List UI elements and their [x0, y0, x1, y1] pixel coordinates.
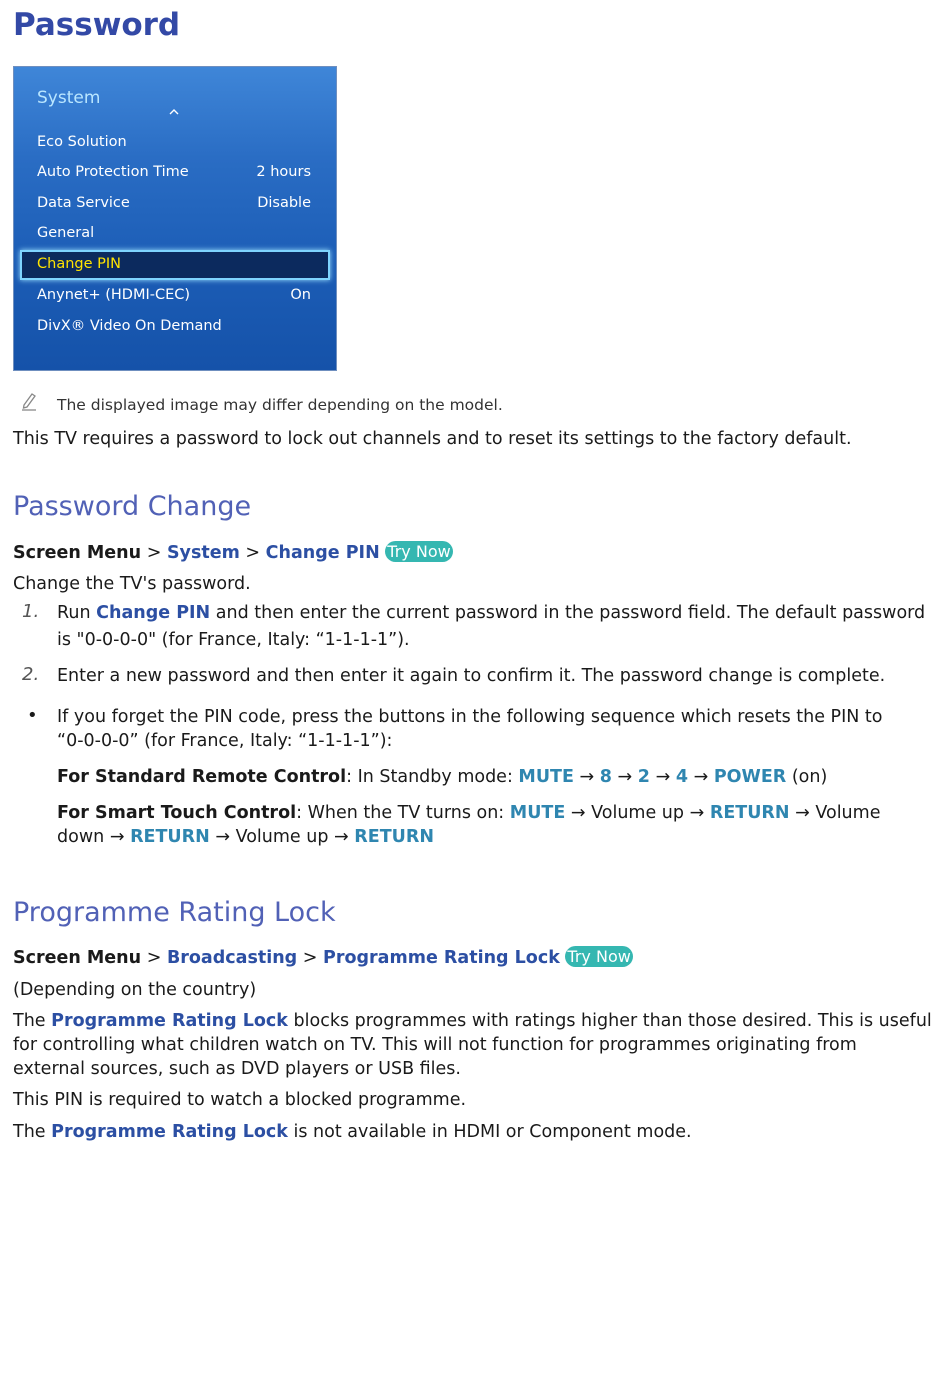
colon: : — [346, 767, 352, 787]
tv-menu-item-label: Data Service — [37, 195, 130, 211]
sequence-text: (on) — [791, 767, 828, 787]
tv-menu-item-value: 2 hours — [256, 164, 311, 180]
path-separator: > — [245, 543, 261, 563]
paragraph-text: is not available in HDMI or Component mode. — [293, 1122, 692, 1142]
tv-menu-item-data-service — [14, 190, 338, 220]
path-separator: > — [146, 543, 162, 563]
intro-paragraph: This TV requires a password to lock out channels and to reset its settings to the factory default. — [13, 429, 852, 449]
step-text: and then enter the current password in the password field. The default password — [215, 603, 926, 623]
tv-menu-item-label: Anynet+ (HDMI-CEC) — [37, 287, 191, 303]
key-return: RETURN — [709, 803, 790, 823]
tv-menu-item-value: Disable — [257, 195, 311, 211]
path-screen-menu: Screen Menu — [13, 948, 142, 968]
tv-menu-item-label: Change PIN — [37, 256, 121, 272]
arrow-right-icon: → — [655, 767, 671, 787]
arrow-right-icon: → — [795, 803, 810, 823]
model-note: The displayed image may differ depending on the model. — [57, 396, 503, 414]
key-return: RETURN — [354, 827, 434, 847]
colon: : — [296, 803, 302, 823]
arrow-right-icon: → — [617, 767, 633, 787]
smart-touch-label: For Smart Touch Control — [57, 803, 297, 823]
path-programme-rating-lock-link[interactable]: Programme Rating Lock — [323, 948, 560, 968]
key-volume-down: down — [57, 827, 105, 847]
path-change-pin-link[interactable]: Change PIN — [265, 543, 380, 563]
arrow-right-icon: → — [579, 767, 595, 787]
path-broadcasting-link[interactable]: Broadcasting — [166, 948, 298, 968]
step-1-line-2: is "0-0-0-0" (for France, Italy: “1-1-1-1”). — [57, 630, 410, 650]
standard-remote-label: For Standard Remote Control — [57, 767, 347, 787]
password-change-description: Change the TV's password. — [13, 574, 251, 594]
page-title: Password — [13, 7, 181, 43]
rating-lock-paragraph-line-1 — [13, 1009, 932, 1033]
key-return: RETURN — [130, 827, 210, 847]
tv-menu-item-change-pin-selected — [20, 250, 330, 280]
programme-rating-lock-term: Programme Rating Lock — [51, 1011, 288, 1031]
section-heading-password-change: Password Change — [13, 491, 252, 522]
arrow-right-icon: → — [109, 827, 125, 847]
rating-lock-paragraph-line-3: external sources, such as DVD players or USB files. — [13, 1059, 461, 1079]
step-number: 1. — [22, 601, 40, 622]
tv-menu-item-label: Auto Protection Time — [37, 164, 189, 180]
rating-lock-paragraph-line-2: for controlling what children watch on TV. This will not function for programmes originating from — [13, 1035, 857, 1055]
bullet-line-1: If you forget the PIN code, press the buttons in the following sequence which resets the PIN to — [57, 707, 883, 727]
key-mute: MUTE — [509, 803, 566, 823]
tv-menu-item-label: General — [37, 225, 95, 241]
programme-rating-lock-term: Programme Rating Lock — [51, 1122, 288, 1142]
tv-menu-item-value: On — [290, 287, 311, 303]
sequence-text: In Standby mode: — [357, 767, 513, 787]
paragraph-text: blocks programmes with ratings higher than those desired. This is useful — [293, 1011, 932, 1031]
tv-menu-item-label: DivX® Video On Demand — [37, 318, 222, 334]
chevron-up-icon — [169, 107, 179, 117]
arrow-right-icon: → — [693, 767, 709, 787]
arrow-right-icon: → — [570, 803, 586, 823]
key-8: 8 — [599, 767, 612, 787]
step-number: 2. — [22, 664, 40, 685]
path-separator: > — [302, 948, 318, 968]
standard-remote-sequence — [57, 765, 827, 789]
arrow-right-icon: → — [689, 803, 705, 823]
arrow-right-icon: → — [334, 827, 349, 847]
tv-menu-item-label: Eco Solution — [37, 134, 127, 150]
bullet-line-2: “0-0-0-0” (for France, Italy: “1-1-1-1”): — [57, 731, 393, 751]
not-available-paragraph — [13, 1120, 692, 1144]
key-4: 4 — [675, 767, 688, 787]
try-now-button[interactable]: Try Now — [567, 947, 631, 966]
path-system-link[interactable]: System — [166, 543, 240, 563]
step-text: Run — [57, 603, 91, 623]
paragraph-text: The — [13, 1122, 46, 1142]
tv-menu-item-divx — [14, 313, 338, 343]
arrow-right-icon: → — [215, 827, 231, 847]
key-power: POWER — [713, 767, 787, 787]
tv-menu-screenshot — [13, 66, 337, 371]
tv-menu-title: System — [37, 88, 101, 108]
key-volume-up: Volume up — [591, 803, 685, 823]
path-separator: > — [146, 948, 162, 968]
menu-path-programme-rating-lock — [13, 946, 633, 970]
tv-menu-item-eco-solution — [14, 129, 338, 159]
step-1-line-1 — [57, 601, 925, 625]
bullet-dot: • — [27, 705, 38, 726]
key-2: 2 — [637, 767, 650, 787]
sequence-text: When the TV turns on: — [307, 803, 505, 823]
step-2-text: Enter a new password and then enter it again to confirm it. The password change is complete. — [57, 666, 886, 686]
menu-path-password-change — [13, 541, 453, 565]
key-volume-down: Volume — [815, 803, 881, 823]
paragraph-text: The — [13, 1011, 46, 1031]
change-pin-link[interactable]: Change PIN — [96, 603, 211, 623]
tv-menu-item-auto-protection-time — [14, 159, 338, 189]
section-heading-programme-rating-lock: Programme Rating Lock — [13, 897, 336, 928]
smart-touch-sequence-line-1 — [57, 801, 880, 825]
pin-required-paragraph: This PIN is required to watch a blocked programme. — [13, 1090, 467, 1110]
tv-menu-item-anynet — [14, 282, 338, 312]
try-now-button[interactable]: Try Now — [387, 542, 451, 561]
country-note: (Depending on the country) — [13, 980, 257, 1000]
key-mute: MUTE — [518, 767, 574, 787]
smart-touch-sequence-line-2 — [57, 825, 434, 849]
key-volume-up: Volume up — [235, 827, 329, 847]
tv-menu-item-general — [14, 220, 338, 250]
path-screen-menu: Screen Menu — [13, 543, 142, 563]
pencil-note-icon — [20, 391, 38, 411]
